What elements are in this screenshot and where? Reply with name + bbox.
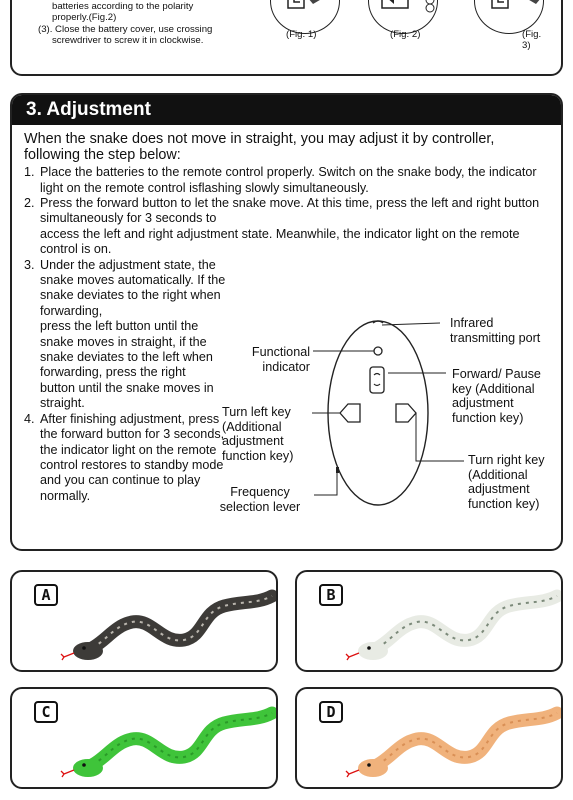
step-number: 2. [24,196,35,210]
variant-badge: A [34,584,58,606]
step-text-continued: access the left and right adjustment state. Meanwhile, the indicator light on the remote control is on. [40,226,520,257]
battery-instructions [38,0,253,46]
screwdriver-icon [270,0,340,28]
snake-eye [82,646,86,650]
step-text: Press the forward button to let the snake move. At this time, press the left and right button simultaneously for 3 seconds to [40,196,540,226]
snake-image-d [337,699,562,787]
snake-image-a [52,582,277,670]
battery-install-box [10,0,563,76]
snake-head [73,642,103,660]
step-text: Place the batteries to the remote control properly. Switch on the snake body, the indicator light on the remote control isflashing slowly simultaneously. [40,165,537,195]
snake-tongue [61,653,74,660]
step-number: 4. [24,411,35,426]
variant-card-c [10,687,278,789]
variant-badge: D [319,701,343,723]
functional-indicator-label: Functional indicator [251,345,310,374]
forward-key-icon [370,367,384,393]
step-3-text-part-1: Under the adjustment state, the snake moves automatically. If the snake deviates to the right when forwarding, [40,257,226,318]
variant-card-a [10,570,278,672]
variant-badge: C [34,701,58,723]
adjustment-section [10,93,563,551]
snake-head [358,759,388,777]
remote-control-diagram [202,317,547,522]
snake-tongue [346,653,359,660]
battery-insert-icon [368,0,448,28]
figure-3 [474,0,544,51]
battery-step2-line2: batteries according to the polarity [52,1,194,13]
snake-image-c [52,699,277,787]
turn-right-key-icon [396,404,416,422]
figure-2-caption: (Fig. 2) [390,29,421,40]
snake-head [73,759,103,777]
screwdriver-icon [474,0,554,28]
step-number: 1. [24,165,35,180]
figure-2 [368,0,438,40]
snake-eye [367,763,371,767]
snake-eye [82,763,86,767]
turn-right-key-label: Turn right key (Additional adjustment function key) [468,453,545,511]
figure-1-caption: (Fig. 1) [286,29,317,40]
frequency-lever-label: Frequency selection lever [219,485,301,514]
adjustment-step-4 [24,412,228,504]
variant-badge: B [319,584,343,606]
frequency-lever-icon [336,467,339,473]
adjustment-step-2 [24,196,552,258]
figure-1 [270,0,340,40]
battery-step3-line2: screwdriver to screw it in clockwise. [52,34,204,46]
snake-eye [367,646,371,650]
infrared-port-label: Infrared transmitting port [450,316,541,345]
snake-image-b [337,582,562,670]
variant-card-b [295,570,563,672]
adjustment-intro: When the snake does not move in straight, you may adjust it by controller, following the step below: [24,131,495,163]
turn-left-key-label: Turn left key (Additional adjustment function key) [222,405,294,463]
turn-left-key-icon [340,404,360,422]
snake-body [377,713,557,765]
indicator-light-icon [374,347,382,355]
snake-body [377,596,557,648]
snake-body [92,596,272,648]
snake-tongue [61,770,74,777]
adjustment-step-1 [24,165,552,196]
step-text: After finishing adjustment, press the forward button for 3 seconds, the indicator light on the remote control restores to standby mode and you can continue to play normally. [40,411,225,503]
battery-step3-line1: (3). Close the battery cover, use crossing [38,23,213,35]
snake-head [358,642,388,660]
snake-body [92,713,272,765]
figure-3-caption: (Fig. 3) [522,29,542,51]
section-header [12,95,561,125]
forward-pause-key-label: Forward/ Pause key (Additional adjustment function key) [452,367,541,425]
step-number: 3. [24,257,35,272]
battery-step2-line3: properly.(Fig.2) [52,12,117,24]
section-title: 3. Adjustment [26,99,151,120]
variant-card-d [295,687,563,789]
snake-tongue [346,770,359,777]
step-3-text-part-2: press the left button until the snake moves in straight, if the snake deviates to the left when forwarding, press the right button until the snake moves in straight. [40,319,214,411]
